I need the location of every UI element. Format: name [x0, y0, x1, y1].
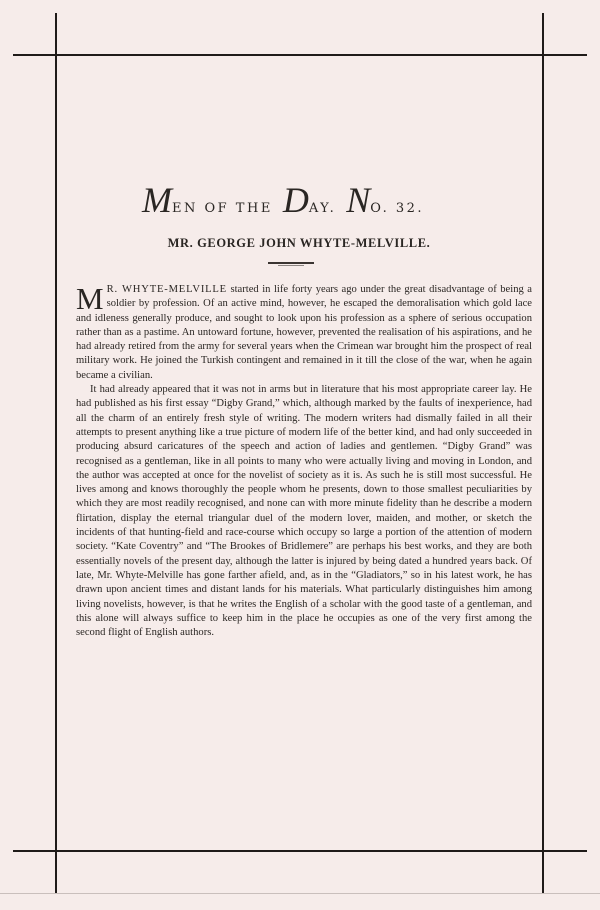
article-subtitle: MR. GEORGE JOHN WHYTE-MELVILLE. — [167, 236, 431, 250]
page-edge — [0, 893, 600, 894]
left-border-line — [55, 13, 57, 893]
heading-day — [283, 182, 336, 218]
heading-word-men: EN OF THE — [172, 201, 273, 216]
heading-cap-m: M — [142, 180, 172, 220]
heading-word-day: AY. — [308, 201, 337, 216]
paragraph-1 — [76, 283, 532, 383]
top-border-line — [13, 54, 587, 56]
heading-men — [142, 182, 273, 218]
series-heading — [142, 182, 472, 218]
article-body — [76, 283, 532, 640]
paragraph-2: It had already appeared that it was not in arms but in literature that his most appropriate career lay. He had published as his first essay “Digby Grand,” which, although marked by the faults of inexperience, had all the charm of an entirely fresh style of writing. The modern writers had dismally failed in all their attempts to present anything like a true picture of modern life of the better kind, and had only succeeded in producing absurd caricatures of the speech and action of ladies and gentlemen. “Digby Grand” was recognised as a gentleman, like in all points to many who were actually living and moving in London, and the author was accepted at once for the novelist of society as it is. As such he is still most successful. He lives among and knows thoroughly the people whom he presents, down to those smallest peculiarities by which they are most readily recognised, and none can with more minute fidelity than he describe a modern flirtation, display the eternal triangular duel of the modern lover, maiden, and mother, or sketch the incidents of that hunting-field and race-course which occupy so large a portion of the attention of modern society. “Kate Coventry” and “The Brookes of Bridlemere” are perhaps his best works, and they are both essentially novels of the present day, although the latter is injured by being dated a hundred years back. Of late, Mr. Whyte-Melville has gone farther afield, and, as in the “Gladiators,” so in his latest work, he has drawn upon ancient times and distant lands for his materials. What particularly distinguishes him among living novelists, however, is that he writes the English of a scholar with the good taste of a gentleman, and this alone will always suffice to keep him in the place he occupies as one of the very first among the second flight of English authors. — [76, 384, 532, 639]
lead-name: R. WHYTE-MELVILLE — [106, 284, 227, 295]
paragraph-1-text: started in life forty years ago under the great disadvantage of being a soldier by profession. Of an active mind, however, he escaped the demoralisation which gold lace and idleness generally produce, and sought to look upon his profession as a sphere of serious occupation rather than as a pastime. An untoward fortune, however, prevented the realisation of his aspirations, and he had already retired from the army for several years when the Crimean war brought him the prospect of real military work. He joined the Turkish contingent and remained in it till the close of the war, when he again became a civilian. — [76, 284, 532, 381]
right-border-line — [542, 13, 544, 893]
title-rule-ornament — [268, 262, 314, 264]
bottom-border-line — [13, 850, 587, 852]
drop-cap: M — [76, 281, 104, 316]
heading-word-number: O. 32. — [370, 201, 425, 216]
heading-cap-d: D — [282, 180, 309, 220]
heading-number — [346, 182, 424, 218]
heading-cap-n: N — [346, 180, 371, 220]
